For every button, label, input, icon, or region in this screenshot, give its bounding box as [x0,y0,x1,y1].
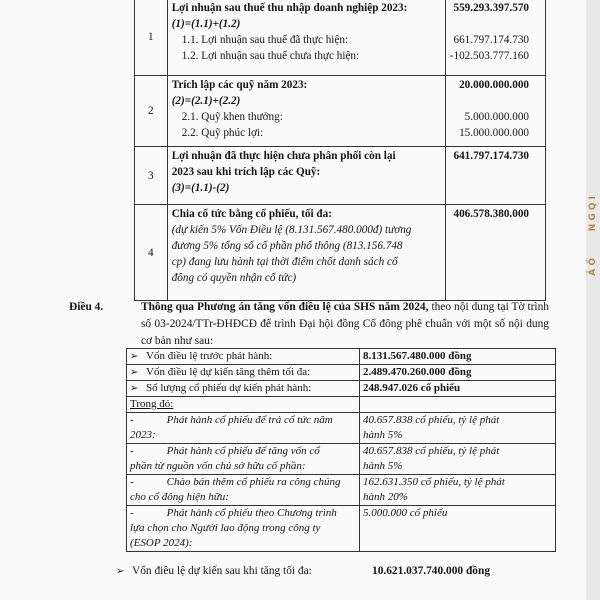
table-row [127,381,556,397]
detail-desc [127,444,360,475]
edge-fragment-text: N G Q I [588,196,598,232]
detail-desc-line: - Phát hành cổ phiếu để trả cổ tức năm [130,414,333,426]
detail-value-line: hành 5% [363,460,403,472]
table-row [135,0,546,76]
detail-value-line: hành 5% [363,429,403,441]
detail-value-line: hành 20% [363,491,408,503]
item-label-cell [127,349,360,365]
row-description [167,76,445,147]
table-row [135,147,546,205]
detail-desc-line: - Phát hành cổ phiếu theo Chương trình [130,507,337,519]
table-row [127,413,556,444]
detail-desc-line: cho cổ đông hiện hữu: [130,491,229,503]
detail-value [360,444,556,475]
final-capital-line [116,565,490,577]
row-title: Trích lập các quỹ năm 2023: [171,79,308,91]
item-label-cell [127,381,360,397]
row-note-line: đương 5% tổng số cổ phần phổ thông (813.156.748 [171,240,403,252]
item-label: Vốn điều lệ dự kiến tăng thêm tối đa: [146,366,311,378]
arrow-bullet-icon: ➢ [116,566,125,577]
detail-value-line: 162.631.350 cổ phiếu, tỷ lệ phát [363,476,505,488]
row-description [167,205,445,301]
table-row [127,349,556,365]
sub-item-label: 2.2. Quỹ phúc lợi: [181,127,264,139]
row-note-line: cp) đang lưu hành tại thời điểm chốt danh sách cổ [171,256,398,268]
row-title: Lợi nhuận sau thuế thu nhập doanh nghiệp 2023: [171,2,408,14]
sub-item-amount: -102.503.777.160 [449,50,529,62]
detail-value [360,506,556,552]
table-row [127,444,556,475]
detail-desc [127,413,360,444]
row-number: 1 [135,0,168,76]
row-note-line: đông có quyền nhận cổ tức) [171,272,297,284]
detail-desc-line: 2023: [130,429,156,441]
row-formula: (2)=(2.1)+(2.2) [171,95,241,107]
empty-cell [360,397,556,413]
row-amount-cell [445,0,545,76]
capital-increase-table [126,348,556,552]
table-row [127,475,556,506]
detail-desc-line: lựa chọn cho Người lao động trong công ty [130,522,321,534]
detail-desc-line: phần từ nguồn vốn chủ sở hữu cổ phần: [130,460,306,472]
row-amount-cell [445,205,545,301]
table-row [127,397,556,413]
item-label: Số lượng cổ phiếu dự kiến phát hành: [146,382,312,394]
arrow-bullet-icon: ➢ [130,351,139,362]
row-amount-cell [445,76,545,147]
detail-desc-line: (ESOP 2024): [130,537,193,549]
arrow-bullet-icon: ➢ [130,383,139,394]
edge-fragment-text-2: Ả Ồ [588,258,598,276]
sub-item-label: 1.2. Lợi nhuận sau thuế chưa thực hiện: [181,50,360,62]
article-text [141,299,549,350]
detail-desc-line: - Phát hành cổ phiếu để tăng vốn cổ [130,445,320,457]
item-label: Vốn điều lệ trước phát hành: [146,350,273,362]
row-amount: 406.578.380.000 [453,208,529,220]
final-label: Vốn điều lệ dự kiến sau khi tăng tối đa: [132,565,312,577]
table-row [127,506,556,552]
sub-item-amount: 5.000.000.000 [464,111,529,123]
table-row [127,365,556,381]
article-text-bold: Thông qua Phương án tăng vốn điều lệ của SHS năm 2024, [141,301,429,313]
sub-heading: Trong đó: [130,398,174,410]
row-number: 2 [135,76,168,147]
article-text-rest: theo nội dung tại Tờ trình số 03-2024/TTr-ĐHĐCĐ để trình Đại hội đồng Cổ đông phê chuẩn với một số nội dung cơ bản như sau: [141,301,549,347]
detail-value [360,475,556,506]
detail-value-line: 5.000.000 cổ phiếu [363,507,448,519]
row-amount: 641.797.174.730 [453,150,529,162]
row-description [167,147,445,205]
item-value: 8.131.567.480.000 đồng [360,349,556,365]
final-value: 10.621.037.740.000 đồng [372,565,491,577]
sub-item-amount: 15.000.000.000 [459,127,529,139]
profit-distribution-table [134,0,546,301]
item-value: 2.489.470.260.000 đồng [360,365,556,381]
detail-value-line: 40.657.838 cổ phiếu, tỷ lệ phát [363,414,500,426]
detail-value-line: 40.657.838 cổ phiếu, tỷ lệ phát [363,445,500,457]
table-row [135,205,546,301]
row-title: Lợi nhuận đã thực hiện chưa phân phối còn lại [171,150,396,162]
row-amount: 20.000.000.000 [459,79,529,91]
row-description [167,0,445,76]
row-amount: 559.293.397.570 [453,2,529,14]
article-label: Điều 4. [69,301,104,313]
row-formula: (3)=(1.1)-(2) [171,182,230,194]
sub-heading-cell [127,397,360,413]
detail-desc [127,475,360,506]
row-formula: (1)=(1.1)+(1.2) [171,18,241,30]
row-amount-cell [445,147,545,205]
item-value: 248.947.026 cổ phiếu [360,381,556,397]
row-note-line: (dự kiến 5% Vốn Điều lệ (8.131.567.480.000đ) tương [171,224,412,236]
detail-value [360,413,556,444]
article-4 [69,299,549,350]
table-row [135,76,546,147]
row-number: 3 [135,147,168,205]
detail-desc-line: - Chào bán thêm cổ phiếu ra công chúng [130,476,341,488]
arrow-bullet-icon: ➢ [130,367,139,378]
row-number: 4 [135,205,168,301]
page-edge-strip [586,0,600,600]
sub-item-label: 2.1. Quỹ khen thưởng: [181,111,283,123]
row-title: Chia cổ tức bằng cổ phiếu, tối đa: [171,208,332,220]
item-label-cell [127,365,360,381]
detail-desc [127,506,360,552]
sub-item-amount: 661.797.174.730 [453,34,529,46]
sub-item-label: 1.1. Lợi nhuận sau thuế đã thực hiện: [181,34,349,46]
row-title-cont: 2023 sau khi trích lập các Quỹ: [171,166,321,178]
